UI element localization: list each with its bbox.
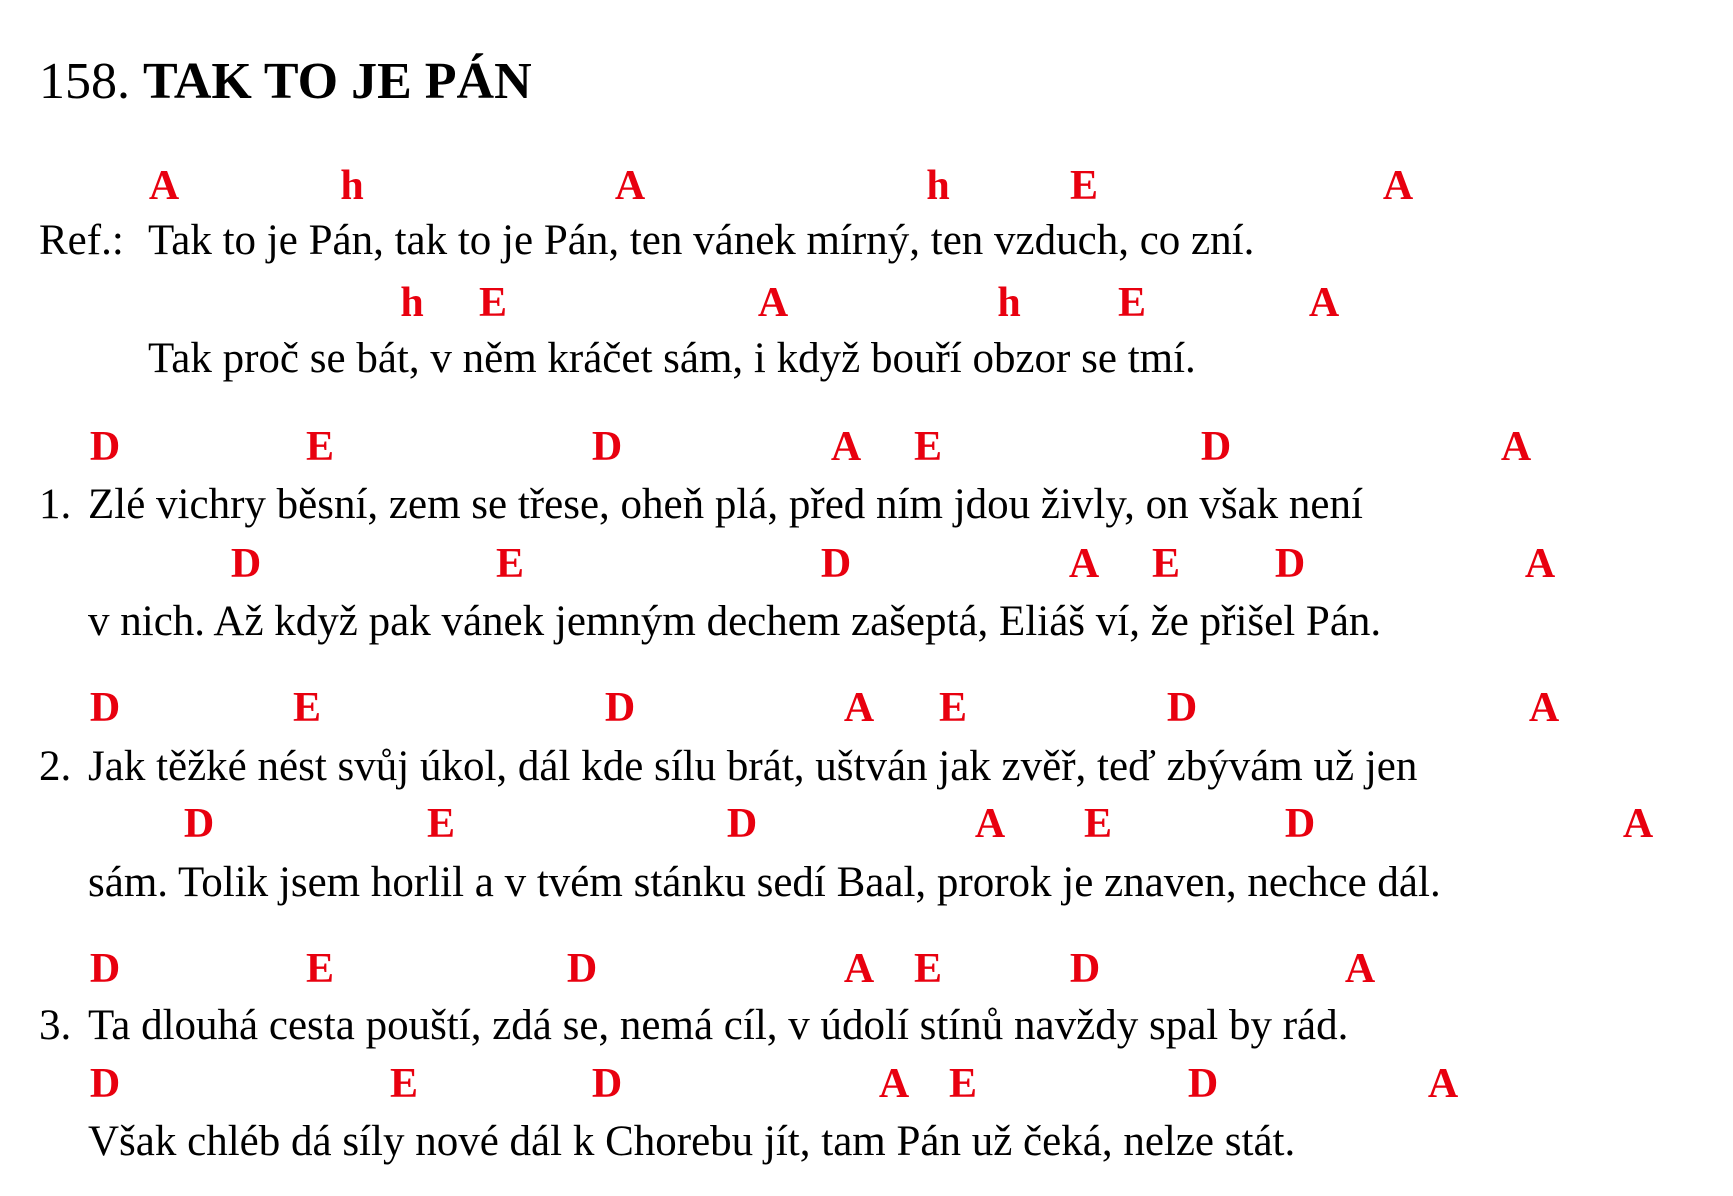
song-title: TAK TO JE PÁN (143, 53, 532, 110)
chord: D (604, 685, 636, 731)
chord: E (478, 280, 508, 326)
chord: E (292, 685, 322, 731)
chord: A (1500, 424, 1532, 470)
chord: E (913, 946, 943, 992)
chord: D (230, 541, 262, 587)
verse-3-label: 3. (39, 1002, 72, 1049)
chord: E (495, 541, 525, 587)
chord: E (389, 1061, 419, 1107)
chord: A (830, 424, 862, 470)
chord: E (1117, 280, 1147, 326)
chord: A (148, 163, 180, 209)
chord: h (340, 163, 364, 209)
chord: D (1187, 1061, 1219, 1107)
chord: D (89, 1061, 121, 1107)
chord: A (974, 801, 1006, 847)
chord: D (566, 946, 598, 992)
chord: A (1382, 163, 1414, 209)
lyric-line-v2-1: Jak těžké nést svůj úkol, dál kde sílu brát, uštván jak zvěř, teď zbývám už jen (88, 743, 1418, 790)
chord: D (591, 1061, 623, 1107)
chord: D (591, 424, 623, 470)
song-heading (39, 52, 532, 112)
chord: E (305, 946, 335, 992)
lyric-line-v1-2: v nich. Až když pak vánek jemným dechem zašeptá, Eliáš ví, že přišel Pán. (88, 598, 1382, 645)
chord: D (1069, 946, 1101, 992)
chord: D (89, 685, 121, 731)
verse-2-label: 2. (39, 743, 72, 790)
lyric-line-ref-1: Tak to je Pán, tak to je Pán, ten vánek mírný, ten vzduch, co zní. (148, 217, 1255, 264)
lyric-line-v2-2: sám. Tolik jsem horlil a v tvém stánku sedí Baal, prorok je znaven, nechce dál. (88, 859, 1441, 906)
verse-1-label: 1. (39, 481, 72, 528)
chord: h (926, 163, 950, 209)
chord: E (1069, 163, 1099, 209)
chord: A (1528, 685, 1560, 731)
chord: E (938, 685, 968, 731)
chord: D (89, 424, 121, 470)
chord: E (426, 801, 456, 847)
chord: A (843, 685, 875, 731)
chord: A (1308, 280, 1340, 326)
chord: D (183, 801, 215, 847)
chord: A (1344, 946, 1376, 992)
chord: A (1622, 801, 1654, 847)
lyric-line-v3-1: Ta dlouhá cesta pouští, zdá se, nemá cíl, v údolí stínů navždy spal by rád. (88, 1002, 1349, 1049)
chord: E (1083, 801, 1113, 847)
chord: E (305, 424, 335, 470)
chord: E (948, 1061, 978, 1107)
chord: D (726, 801, 758, 847)
refrain-label: Ref.: (39, 217, 124, 264)
chord: E (913, 424, 943, 470)
chord: D (89, 946, 121, 992)
chord: A (878, 1061, 910, 1107)
lyric-line-v3-2: Však chléb dá síly nové dál k Chorebu jít, tam Pán už čeká, nelze stát. (88, 1118, 1296, 1165)
chord: D (1200, 424, 1232, 470)
chord: A (1068, 541, 1100, 587)
chord: A (1524, 541, 1556, 587)
lyric-line-v1-1: Zlé vichry běsní, zem se třese, oheň plá, před ním jdou živly, on však není (88, 481, 1363, 528)
chord: D (1166, 685, 1198, 731)
chord: D (1274, 541, 1306, 587)
lyric-line-ref-2: Tak proč se bát, v něm kráčet sám, i když bouří obzor se tmí. (148, 335, 1196, 382)
chord: E (1151, 541, 1181, 587)
chord: D (820, 541, 852, 587)
song-number: 158. (39, 53, 130, 110)
chord: D (1284, 801, 1316, 847)
chord: A (757, 280, 789, 326)
chord: h (997, 280, 1021, 326)
chord: A (614, 163, 646, 209)
chord: A (1427, 1061, 1459, 1107)
chord: A (843, 946, 875, 992)
chord: h (400, 280, 424, 326)
